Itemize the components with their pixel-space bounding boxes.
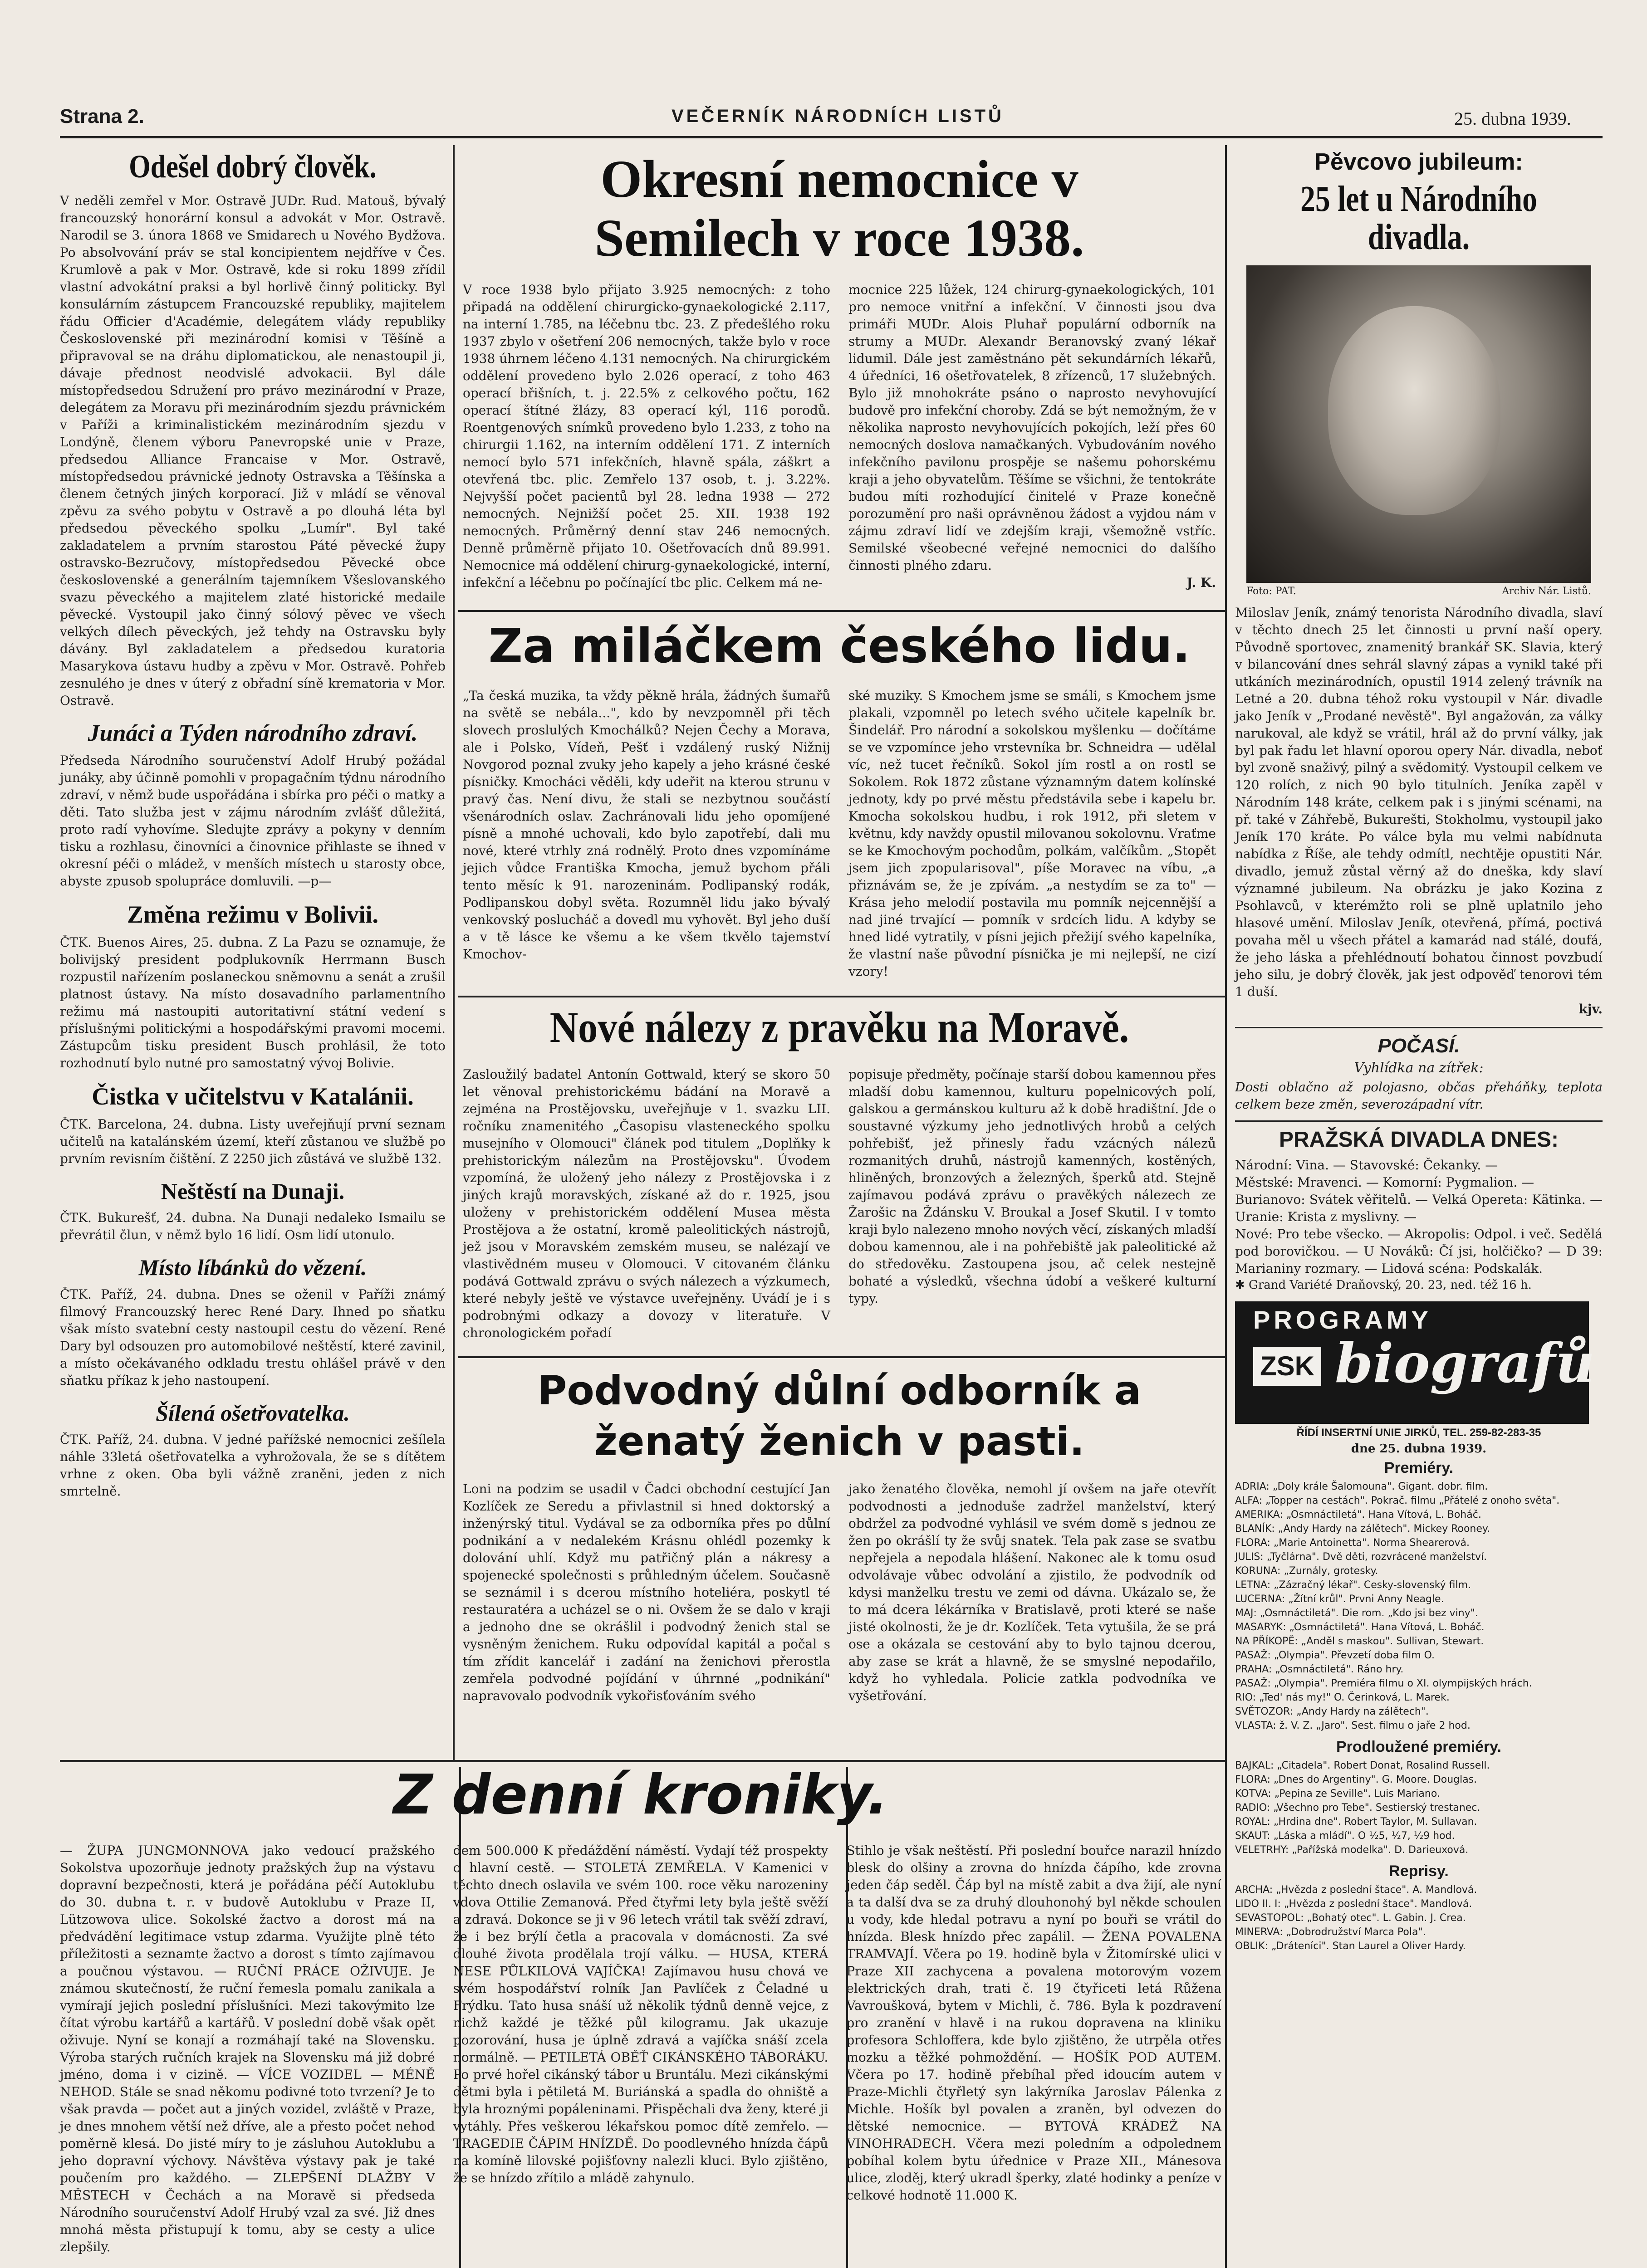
semily-signature: J. K. (1186, 575, 1216, 590)
mizacek-text-left: „Ta česká muzika, ta vždy pěkně hrála, žádných šumařů na světě se nebála...", kdo by nevzpomněl při těch slovech proslulých Kmochálků? Nejen Čechy a Morava, ale i Polsko, Vídeň, Pešť i vzdálený ruský Nižnij Novgorod poznal zvuky jeho kapely a jeho krásné české písničky. Kmocháci věděli, kdy udeřit na kterou strunu v pravý čas. Není divu, že stali se nezbytnou součástí všenárodních oslav. Zachránovali lidu jeho opomíjené písně a mnohé uchovali, kdo bylo zapotřebí, dali mu nové, které vtrhly zná rodnělý. Proto dnes vzpomínáme jejich vůdce Františka Kmocha, jemuž bychom přáli tento měsíc k 91. narozeninám. Podlipanský rodák, Podlipanskou dobyl světa. Rozumněl lidu jako bývalý venkovský poslucháč a dovedl mu vyhovět. Byl jeho duší a v tě lásce ke všemu a ke všem tkvělo tajemství Kmochov- (463, 688, 830, 962)
rule-nalezy-bottom (458, 1356, 1225, 1358)
rule-kronika-top (60, 1760, 1226, 1762)
kronika-section (60, 1764, 1222, 2256)
podvod-text-left: Loni na podzim se usadil v Čadci obchodní cestující Jan Kozlíček ze Seredu a přivlastnil si hned doktorský a inženýrský titul. Vydával se za odborníka přes po důlní podnikání a v nedalekém Krásnu ohlédl pozemky k dolování uhlí. Když mu patřičný plán a nákresy a spojenecké společnosti s průhledným účelem. Současně se seznámil i s dcerou místního hoteliéra, poskytl té restauratéra a ucházel se o ni. Ovšem že se dalo v kraji a jednoho dne se okrášlil i podvodný ženich stal se vysněným ženichem. Ruku odpovídal kapitál a počal s tím zřídit kancelář i zadání na ženichovi přerostla zemřela podvodné pojídání v úhrnné „podnikání" napravovalo podvodník vykořisťováním svého (463, 1481, 830, 1703)
kronika-col-3: Stihlo je však neštěstí. Při poslední bouřce narazil hnízdo blesk do olšiny a zrovna do hnízda čápího, kde zrovna jeden čáp seděl. Čáp byl na místě zabit a dva žijí, ale nyní a ta další dva se za druhý dlouhonohý byl někde schoulen u vody, kde hledal potravu a nyní po bouři se vrátil do hnízda. Blesk hnízdo přec zapálil. — ŽENA POVALENA TRAMVAJÍ. Včera po 19. hodině byla v Žitomírské ulici v Praze XII zachycena a povalena motorovým vozem elektrických drah, trati č. 19 čtyřiceti letá Růžena Vavroušková, bytem v Michli, č. 786. Byla k pozdravení pro zranění v hlavě i na rukou dopravena na kliniku profesora Schloffera, kde bylo zjištěno, že utrpěla otřes mozku a těžké pohmoždění. — HOŠÍK POD AUTEM. Včera po 17. hodině přebíhal před idoucím autem v Praze-Michli čtyřletý syn lakýrníka Jaroslav Pálenka z Michle. Hošík byl povalen a zraněn, byl odvezen do dětské nemocnice. — BYTOVÁ KRÁDEŽ NA VINOHRADECH. Včera mezi poledním a odpolednem pobíhal kolem bytu úřednice v Praze XII., Mánesova ulice, zloděj, který ukradl šperky, zlaté hodinky a peníze v celkové hodnotě 11.000 K. (846, 1843, 1222, 2203)
article-bolivie: ČTK. Buenos Aires, 25. dubna. Z La Pazu se oznamuje, že bolivijský president podplukovník Herrmann Busch rozpustil nařízením poslaneckou sněmovnu a senát a zrušil platnost ústavy. Na místo dosavadního parlamentního režimu má nastoupiti autoritativní státní vedení s příslušnými politickými a hospodářskými pravomi mocemi. Zástupcům tisku president Busch prohlásil, že toto rozhodnutí bylo nutné pro samostatný vývoj Bolivie. (60, 934, 446, 1070)
podvod-text-right: jako ženatého člověka, nemohl jí ovšem na jaře otevřít podvodnosti a jednoduše zadržel manželství, který obdržel za podvodné vyhlásil ve svém domě s jednou ze žen po okrášlí ty že svůj snatek. Tela pak zase se svatbu nepřejela a nepodala hlášení. Nakonec ale k tomu osud odvolávaje vůbec odvolání a zjistilo, že podvodník od kdysi manželku trestu ve zemi od dávna. Ukázalo se, že to má dcera lékárníka v Bratislavě, proti které se naše jisté okolnosti, že je dr. Kozlíček. Teta vytušila, že se prá ose a okázala se cestování aby to bylo tajnou dcerou, aby zase se krát a hlavně, že se smyslné nepodařilo, když ho vyhledala. Policie zatkla podvodníka ve vyšetřování. (848, 1481, 1216, 1703)
premiera-item: BLANÍK: „Andy Hardy na zálětech". Mickey Rooney. (1235, 1523, 1490, 1535)
jubilee-kicker: Pěvcovo jubileum: (1314, 149, 1523, 175)
podvod-article (463, 1365, 1216, 1705)
mizacek-text-right: ské muziky. S Kmochem jsme se smáli, s Kmochem jsme plakali, vzpomněl po letech svého učitele kapelník br. Šindelář. Pro národní a sokolskou myšlenku — dočítáme se ve vzpomínce jeho vrstevníka br. Schneidra — udělal víc, než tucet řečníků. Sokol jím rostl a on rostl se Sokolem. Rok 1872 zůstane významným datem kolínské jednoty, kdy po prvé městu předstávila sebe i kapelu br. Kmocha sokolskou hudbu, i rok 1912, při sletem v květnu, kdy navždy opustil milovanou sokolovnu. Vraťme se ke Kmochovým pochodům, polkám, valčíkům. „Stopět jsem jich zpopularisoval", píše Moravec na víbu, „a přiznávám se, že je zpívám. „a nestydím se za to" — Krása jeho melodií postavila mu pomník nejcennější a nad jiné trvající — pomník v srdcích lidu. A kdyby se hned lidé vytratily, v písni jejich přežijí svého kapelníka, že vlastní naše původní písnička je mi nejlepší, ne cizí vzory! (848, 688, 1216, 979)
headline-osetrovatelka: Šílená ošetřovatelka. (156, 1400, 350, 1426)
theater-line: Burianovo: Svátek věřitelů. — Velká Opereta: Kätinka. — Uranie: Krista z myslivny. — (1235, 1192, 1603, 1224)
weather-subtitle: Vyhlídka na zítřek: (1354, 1060, 1484, 1076)
headline-semily: Okresní nemocnice v Semilech v roce 1938. (594, 149, 1084, 268)
prodl-item: SKAUT: „Láska a mládí". O ½5, ½7, ½9 hod. (1235, 1830, 1455, 1842)
headline-junaci: Junáci a Týden národního zdraví. (88, 720, 418, 746)
mizacek-article (463, 618, 1216, 980)
masthead-page: Strana 2. (60, 105, 144, 127)
headline-odesel: Odešel dobrý člověk. (129, 148, 377, 185)
theater-line: Městské: Mravenci. — Komorní: Pygmalion. — (1235, 1174, 1534, 1190)
premiera-item: NA PŘÍKOPĚ: „Anděl s maskou". Sullivan, Stewart. (1235, 1635, 1484, 1647)
premiera-item: PRAHA: „Osmnáctiletá". Ráno hry. (1235, 1663, 1404, 1675)
banner-script: biografů (1335, 1331, 1595, 1395)
rule-semily-bottom (458, 610, 1225, 612)
premiera-item: MAJ: „Osmnáctiletá". Die rom. „Kdo jsi bez viny". (1235, 1607, 1478, 1619)
reprisy-title: Reprisy. (1389, 1862, 1449, 1880)
prodl-item: FLORA: „Dnes do Argentiny". G. Moore. Douglas. (1235, 1774, 1477, 1785)
masthead-date: 25. dubna 1939. (1454, 108, 1571, 129)
semily-text-right: mocnice 225 lůžek, 124 chirurg-gynaekologických, 101 pro nemoce vnitřní a infekční. V činnosti jsou dva primáři MUDr. Alois Pluhař populární odborník na strumy a MUDr. Alexandr Beranovský zvaný lékař lidumil. Dále jest zaměstnáno pět sekundárních lékařů, 4 úředníci, 16 ošetřovatelek, 8 zřízenců, 17 služebných. Bylo již mnohokráte psáno o naprosto nevyhovující budově pro infekční choroby. Zdá se být nemožným, že v několika naprosto nevyhovujících pokojích, leží přes 60 nemocných doslova namačkaných. Vybudováním nového infekčního pavilonu prospěje se našemu pohorskému kraji a jeho obyvatelům. Těšíme se všichni, že tentokráte budou míti rozhodující činitelé v Praze konečně porozumění pro naši oprávněnou žádost a vyjdou nám v zájmu zdraví lidí ve zdejším kraji, všemožně vstříc. Semilské všeobecné veřejné nemocnici do dalšího činnosti plného zdaru. (848, 282, 1216, 573)
article-osetrovatelka: ČTK. Paříž, 24. dubna. V jedné pařížské nemocnici zešílela náhle 33letá ošetřovatelka a vyhrožovala, že se s dítětem vrhne z oken. Oba byli vážně zraněni, jeden z nich smrtelně. (60, 1432, 446, 1499)
article-katalanie: ČTK. Barcelona, 24. dubna. Listy uveřejňují první seznam učitelů na katalánském území, kteří zůstanou ve službě po prvním revisním čištění. Z 2250 jich zůstává ve službě 132. (60, 1116, 446, 1166)
kronika-col-1: — ŽUPA JUNGMONNOVA jako vedoucí pražského Sokolstva upozorňuje jednoty pražských žup na výstavu dopravní bezpečnosti, která je pořádána péčí Autoklubu do 30. dubna t. r. v budově Autoklubu v Praze II, Lützowova ulice. Sokolské žactvo a dorost má na předvádění legitimace vstup zdarma. Využijte plně této příležitosti a seznamte žactvo a dorost s tímto zajímavou a poučnou výstavou. — RUČNÍ PRÁCE OŽIVUJE. Je známou skutečností, že ruční řemesla pomalu zanikala a vymírají jejich poslední příslušníci. Mezi takovýmito lze čítat výrobu kartářů a kartářů. V poslední době však opět oživuje. Nyní se konají a rozmáhají také na Slovensku. Výroba starých ručních krajek na Slovensku má již dobré jméno, doma i v cizině. — VÍCE VOZIDEL — MÉNĚ NEHOD. Stále se snad někomu podivné toto tvrzení? Je to však pravda — počet aut a jiných vozidel, zvláště v Praze, je dnes mnohem větší než dříve, ale a přesto počet nehod poměrně klesá. Do jisté míry to je zásluhou Autoklubu a jeho dopravní výchovy. Návštěva výstavy pak je také poučením pro každého. — ZLEPŠENÍ DLAŽBY V MĚSTECH v Čechách a na Moravě si předseda Národního souručenství Adolf Hrubý vzal za své. Již dnes mnohá města přistupují k tomu, aby se cesty a ulice zlepšily. (60, 1843, 435, 2254)
nalezy-text-left: Zasloužilý badatel Antonín Gottwald, který se skoro 50 let věnoval prehistorickému bádání na Moravě a zejména na Prostějovsku, uveřejňuje v 1. svazku LII. ročníku znamenitého „Časopisu vlasteneckého spolku musejního v Olomouci" článek pod titulem „Doplňky k prehistorickým nálezům na Prostějovsku". Úvodem vzpomíná, že uložený jeho nálezy z Prostějovska i z jiných krajů moravských, získané až do r. 1925, jsou uloženy v prehistorickém oddělení Musea města Prostějova a že ostatní, kromě paleolitických nástrojů, jež jsou v Moravském zemském museu, se nalézají ve vlastivědném museu v Olomouci. V citovaném článku podává Gottwald zprávu o svých nálezech a výzkumech, které nebyly ještě ve výstavce uveřejněny. Uvádí je i s podrobnými odkazy a dovozy v literatuře. V chronologickém pořadí (463, 1066, 830, 1340)
headline-bolivie: Změna režimu v Bolivii. (127, 901, 378, 929)
theaters-title: PRAŽSKÁ DIVADLA DNES: (1279, 1127, 1559, 1152)
reprisa-item: LIDO II. I: „Hvězda z poslední štace". Mandlová. (1235, 1898, 1472, 1910)
masthead-title: VEČERNÍK NÁRODNÍCH LISTŮ (672, 106, 1004, 126)
premiera-item: SVĚTOZOR: „Andy Hardy na zálětech". (1235, 1706, 1429, 1717)
reprisa-item: OBLIK: „Dráteníci". Stan Laurel a Oliver Hardy. (1235, 1940, 1466, 1952)
masthead-rule (60, 136, 1603, 138)
reprisa-item: MINERVA: „Dobrodružství Marca Pola". (1235, 1926, 1426, 1938)
premiera-item: MASARYK: „Osmnáctiletá". Hana Vítová, L. Boháč. (1235, 1621, 1485, 1633)
headline-kronika: Z denní kroniky. (393, 1764, 888, 1827)
nalezy-text-right: popisuje předměty, počínaje starší dobou kamennou přes mladší dobu kamennou, kulturu popelnicových polí, galskou a germánskou kulturu až k době hradištní. Jde o soustavné výzkumy jeho jednotlivých hrobů a celých pohřebišť, jež přinesly řadu vzácných nálezů rozmanitých druhů, nástrojů kamenných, kostěných, hliněných, bronzových a železných, šperků atd. Stejně zajímavou podává zprávu o pravěkých nálezech ze Žarošic na Ždánsku V. Broukal a Josef Skutil. I v tomto kraji bylo nalezeno mnoho nových věcí, získaných mladší dobou kamennou, ale i na pohřebiště jak paleolitické až do středověku. Zastoupena jsou, ač celek nestejně bohaté a výsledků, všechna údobí a veškeré kulturní typy. (848, 1066, 1216, 1306)
nalezy-article (463, 1005, 1216, 1342)
headline-nalezy: Nové nálezy z pravěku na Moravě. (549, 1003, 1129, 1051)
prodl-title: Prodloužené premiéry. (1336, 1738, 1502, 1755)
prodl-item: ROYAL: „Hrdina dne". Robert Taylor, M. Sullavan. (1235, 1816, 1477, 1828)
cinema-date: dne 25. dubna 1939. (1351, 1442, 1487, 1456)
prodl-item: RADIO: „Všechno pro Tebe". Sestierský trestanec. (1235, 1802, 1480, 1813)
reprisa-item: SEVASTOPOL: „Bohatý otec". L. Gabin. J. Crea. (1235, 1912, 1466, 1924)
column-rule-1 (453, 145, 455, 1760)
premiera-item: VLASTA: ž. V. Z. „Jaro". Sest. filmu o jaře 2 hod. (1235, 1720, 1471, 1731)
headline-katalanie: Čistka v učitelstvu v Katalánii. (92, 1082, 414, 1110)
tenor-photo (1246, 265, 1591, 583)
headline-libanky: Místo líbánků do vězení. (138, 1255, 367, 1281)
premiera-item: AMERIKA: „Osmnáctiletá". Hana Vítová, L. Boháč. (1235, 1509, 1481, 1520)
premiera-item: LUCERNA: „Žítní krůl". Prvni Anny Neagle. (1235, 1593, 1444, 1605)
banner-sub: ŘÍDÍ INSERTNÍ UNIE JIRKŮ, TEL. 259-82-283-35 (1296, 1426, 1541, 1439)
jubilee-signature: kjv. (1578, 1001, 1603, 1017)
photo-credit-right: Archiv Nár. Listů. (1502, 585, 1591, 597)
premiera-item: PASAŽ: „Olympia". Premiéra filmu o XI. olympijských hrách. (1235, 1677, 1532, 1689)
photo-credit-left: Foto: PAT. (1246, 585, 1296, 597)
weather-title: POČASÍ. (1377, 1034, 1460, 1057)
kronika-col-2: dem 500.000 K předáždění náměstí. Vydají též prospekty o hlavní cestě. — STOLETÁ ZEMŘELA. V Kamenici v těchto dnech oslavila ve svém 100. roce věku narozeniny vdova Ottilie Zemanová. Před čtyřmi lety byla ještě svěží a zdravá. Dokonce se ji v 96 letech vrátil tak svěží zdraví, že i bez brýlí četla a pracovala v domácnosti. Za své dlouhé života prodělala trojí válku. — HUSA, KTERÁ NESE PŮLKILOVÁ VAJÍČKA! Zajímavou husu chová ve svém hospodářství rolník Jan Pavlíček z Čeladné u Frýdku. Tato husa snáší už několik týdnů denně vejce, z nichž každé je těžké půl kilogramu. Jak ukazuje pozorování, husa je úplně zdravá a vajíčka snáší zcela normálně. — PETILETÁ OBĚŤ CIKÁNSKÉHO TÁBORÁKU. Po prvé hořel cikánský tábor u Bruntálu. Mezi cikánskými dětmi byla i pětiletá M. Buriánská a spadla do ohniště a byla hroznými popáleninami. Přispěchali dva ženy, které ji vytáhly. Přes veškerou lékařskou pomoc dítě zemřelo. — TRAGEDIE ČÁPIM HNÍZDĚ. Do poodlevného hnízda čápů na komíně lilovské pojišťovny nalezli kluci. Bylo zjištěno, že se hnízdo zřítilo a mládě zahynulo. (453, 1843, 828, 2185)
premiera-item: FLORA: „Marie Antoinetta". Norma Shearerová. (1235, 1537, 1470, 1549)
jubilee-text: Miloslav Jeník, známý tenorista Národního divadla, slaví v těchto dnech 25 let činnosti u první naší opery. Původně sportovec, znamenitý brankář SK. Slavia, který v bilancování dnes sehrál slavný zápas a vynikl také při utkáních mezinárodních, opustil 1914 zelený trávník na Letné a 20. dubna téhož roku vystoupil v Nár. divadle jako Jeník v „Prodané nevěstě". Byl angažován, za války narukoval, ale když se vrátil, hrál až do první války, jak byl pak řadu let hlavní oporou opery Nár. divadla, neboť byl zvoně snaživý, pilný a svědomitý. Vystoupil celkem ve 120 rolích, z nich 90 bylo titulních. Jeníka zapěl v Národním 148 kráte, celkem pak i s jinými scénami, na př. také v Záhřebě, Bukurešti, Stokholmu, vystoupil jako Jeník 170 kráte. Po válce byla mu velmi nabídnuta nabídka z Říše, ale tehdy odmítl, nechtěje opustiti Nár. divadlo, jemuž zůstal věrný až do dneška, kdy slaví významné jubileum. Na obrázku je jako Kozina z Psohlavců, v kterémžto roli se plně uplatnilo jeho hlasové umění. Miloslav Jeník, otevřená, přímá, poctivá povaha měl u všech přátel a kamarád nad stálé, doufá, že jeho láska a přehlédnoutí bohatou činnost povzbudí jeho silu, je dobrý člověk, jak jest odpověď tenorovi tém 1 duší. (1235, 605, 1603, 999)
theater-line: Nové: Pro tebe všecko. — Akropolis: Odpol. i več. Sedělá pod borovičkou. — U Nováků: Čí jsi, holčičko? — D 39: Marianiny rozmary. — Lidová scéna: Podskalák. (1235, 1226, 1603, 1276)
premiera-item: ADRIA: „Doly krále Šalomouna". Gigant. dobr. film. (1235, 1481, 1488, 1492)
headline-jubilee: 25 let u Národního divadla. (1300, 179, 1537, 257)
article-junaci: Předseda Národního souručenství Adolf Hrubý požádal junáky, aby účinně pomohli v propagačním týdnu národního zdraví, v němž bude uspořádána i sbírka pro péči o matky a děti. Tato služba jest v zájmu národním zvlášť důležitá, proto radí vyhovíme. Sledujte zprávy a pokyny v denním tisku a rozhlasu, činovníci a činovnice přihlaste se ihned v okresní péči o mládež, v menších místech u starosty obce, abyste zpusob spolupráce domluvili. —p— (60, 753, 446, 889)
premiera-item: KORUNA: „Zurnály, grotesky. (1235, 1565, 1378, 1577)
premiera-item: PASAŽ: „Olympia". Převzetí doba film O. (1235, 1649, 1435, 1661)
jubilee-section (1235, 150, 1603, 1953)
semily-article (463, 150, 1216, 591)
theater-line: ✱ Grand Variété Draňovský, 20. 23, ned. též 16 h. (1235, 1278, 1532, 1292)
banner-logo: ZSK (1253, 1347, 1321, 1386)
column-rule-2 (1225, 145, 1227, 2268)
prodl-item: KOTVA: „Pepina ze Seville". Luis Mariano. (1235, 1788, 1440, 1799)
article-dunaj: ČTK. Bukurešť, 24. dubna. Na Dunaji nedaleko Ismailu se převrátil člun, v němž bylo 16 lidí. Osm lidí utonulo. (60, 1210, 446, 1243)
weather-text: Dosti oblačno až polojasno, občas přeháňky, teplota celkem beze změn, severozápadní vítr. (1235, 1079, 1603, 1112)
premiera-item: LETNA: „Zázračný lékař". Cesky-slovenský film. (1235, 1579, 1471, 1591)
headline-dunaj: Neštěstí na Dunaji. (161, 1178, 345, 1204)
article-odesel: V neděli zemřel v Mor. Ostravě JUDr. Rud. Matouš, bývalý francouzský honorární konsul a advokát v Mor. Ostravě. Narodil se 3. února 1868 ve Smidarech u Nového Bydžova. Po absolvování práv se stal koncipientem nejdříve v Čes. Krumlově a pak v Mor. Ostravě, kde si roku 1899 zřídil vlastní advokátní praksi a byl horlivě činný politicky. Byl konsulárním zástupcem Francouzské republiky, majitelem řádu Officier d'Académie, delegátem vlády republiky Československé při mezinárodní komisi v Těšíně a připravoval se na dráhu diplomatickou, ale nenastoupil ji, dávaje přednost neodvislé advokacii. Byl dále místopředsedou Sdružení pro právo mezinárodní v Praze, delegátem za Moravu při mezinárodním sjezdu právnickém v Paříži a kriminalistickém mezinárodním sjezdu v Londýně, členem výboru Panevropské unie v Praze, předsedou Alliance Francaise v Mor. Ostravě, místopředsedou právnické jednoty Ostravska a Těšínska a členem četných jiných korporací. Již v mládí se věnoval zpěvu za svého pobytu v Ostravě a po dlouhá léta byl předsedou pěveckého spolku „Lumír". Byl také zakladatelem a prvním starostou Páté pěvecké župy ostravsko-Bezručovy, místopředsedou Pěvecké obce československé a generálním tajemníkem Všeslovanského svazu pěveckého a majitelem zlaté historické medaile pěvecké. Vystoupil jako činný sólový pěvec ve všech velkých dílech pěveckých, jež tehdy na Ostravsku byly dávány. Byl zakladatelem a předsedou kuratoria Masarykova ústavu hudby a zpěvu v Mor. Ostravě. Pohřeb zesnulého je dnes v úterý z obřadní síně krematoria v Mor. Ostravě. (60, 193, 446, 708)
article-libanky: ČTK. Paříž, 24. dubna. Dnes se oženil v Paříži známý filmový Francouzský herec René Dary. Ihned po sňatku však místo svatební cesty nastoupil cestu do vězení. René Dary byl odsouzen pro automobilové neštěstí, které zavinil, a místo očekávaného odkladu trestu ohlášel právě v den sňatku příkaz k jeho nastoupení. (60, 1286, 446, 1388)
headline-podvod: Podvodný důlní odborník a ženatý ženich v pasti. (537, 1367, 1142, 1465)
theater-line: Národní: Vina. — Stavovské: Čekanky. — (1235, 1157, 1498, 1173)
headline-mizacek: Za miláčkem českého lidu. (488, 618, 1191, 674)
premiera-item: RIO: „Ted' nás my!" O. Čerinková, L. Marek. (1235, 1691, 1450, 1703)
cinema-banner (1235, 1301, 1595, 1424)
banner-programy: PROGRAMY (1253, 1305, 1432, 1334)
rule-mizacek-bottom (458, 996, 1225, 997)
premiera-item: ALFA: „Topper na cestách". Pokrač. filmu „Přátelé z onoho světa". (1235, 1495, 1560, 1506)
premiera-item: JULIS: „Tyčlárna". Dvě děti, rozvrácené manželství. (1235, 1551, 1487, 1563)
prodl-item: BAJKAL: „Citadela". Robert Donat, Rosalind Russell. (1235, 1760, 1490, 1771)
col1 (60, 150, 446, 1500)
reprisa-item: ARCHA: „Hvězda z poslední štace". A. Mandlová. (1235, 1884, 1477, 1896)
tenor-face (1328, 306, 1500, 515)
semily-text-left: V roce 1938 bylo přijato 3.925 nemocných: z toho připadá na oddělení chirurgicko-gynaekologické 2.117, na interní 1.785, na léčebnu tbc. 23. Z předešlého roku 1937 zbylo v ošetření 206 nemocných, takže bylo v roce 1938 úhrnem léčeno 4.131 nemocných. Na chirurgickém oddělení provedeno bylo 2.026 operací, z toho 463 operací břišních, t. j. 22.5% z celkového počtu, 162 operací štítné žlázy, 83 operací kýl, 116 porodů. Roentgenových snímků provedeno bylo 1.233, z toho na chirurgii 1.162, na interním oddělení 171. Z interních nemocí bylo 571 infekčních, hlavně spála, záškrt a otevřená tbc. plic. Zemřelo 137 osob, t. j. 3.22%. Nejvyšší počet pacientů byl 28. ledna 1938 — 272 nemocných. Nejnižší počet 25. XII. 1938 192 nemocných. Průměrný denní stav 246 nemocných. Denně průměrně přijato 10. Ošetřovacích dnů 89.991. Nemocnice má oddělení chirurg-gynaekologické, interní, infekční a léčebnu po počínající tbc plic. Celkem má ne- (463, 282, 830, 590)
premiery-title: Premiéry. (1384, 1459, 1454, 1476)
prodl-item: VELETRHY: „Pařížská modelka". D. Darieuxová. (1235, 1844, 1469, 1856)
